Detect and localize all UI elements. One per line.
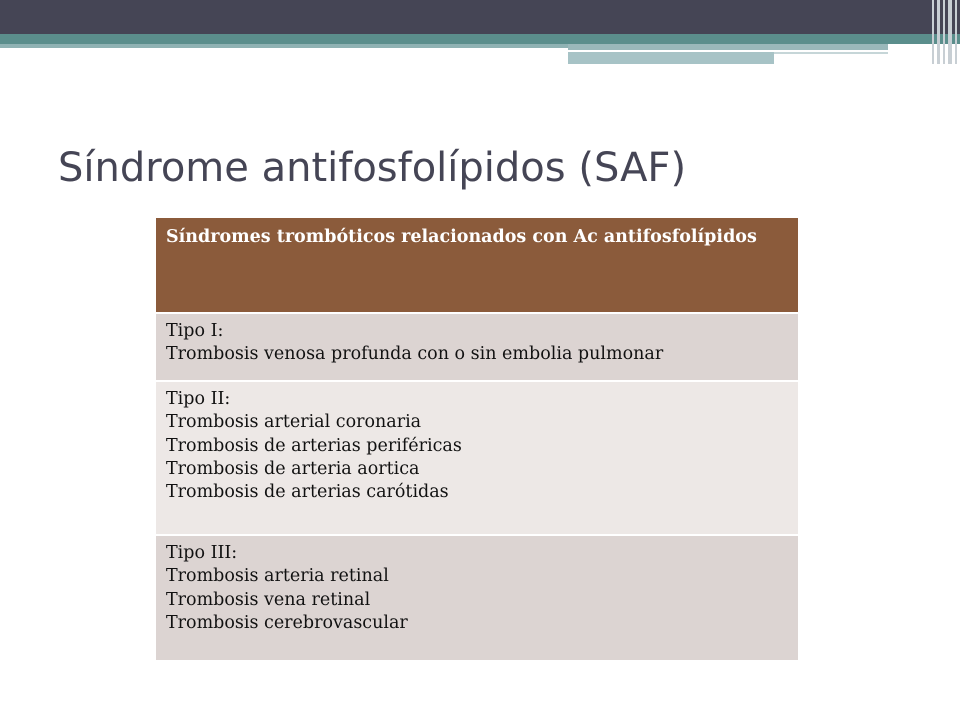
row-item: Trombosis cerebrovascular [166, 612, 408, 633]
row-item: Trombosis de arterias carótidas [166, 482, 449, 503]
slide-title: Síndrome antifosfolípidos (SAF) [58, 145, 687, 191]
row-item: Trombosis arteria retinal [166, 566, 389, 587]
table-row [156, 536, 798, 660]
table-row [156, 314, 798, 382]
row-item: Trombosis vena retinal [166, 589, 371, 610]
row-item: Trombosis arterial coronaria [166, 412, 422, 433]
row-item: Trombosis de arterias periféricas [166, 435, 462, 456]
row-label: Tipo II: [166, 389, 231, 409]
thrombotic-syndromes-table [156, 218, 798, 660]
table-row [156, 382, 798, 536]
decorative-line [568, 44, 888, 50]
table-header: Síndromes trombóticos relacionados con Ac antifosfolípidos [156, 218, 798, 314]
row-label: Tipo III: [166, 543, 238, 563]
decorative-stripes [930, 0, 960, 64]
row-label: Tipo I: [166, 321, 224, 341]
decorative-line [774, 52, 888, 54]
row-item: Trombosis venosa profunda con o sin embolia pulmonar [166, 344, 664, 365]
decorative-line [568, 52, 774, 64]
top-decorative-bar [0, 0, 960, 34]
teal-decorative-band [0, 34, 960, 44]
teal-decorative-band-light [0, 44, 568, 48]
row-item: Trombosis de arteria aortica [166, 458, 420, 479]
